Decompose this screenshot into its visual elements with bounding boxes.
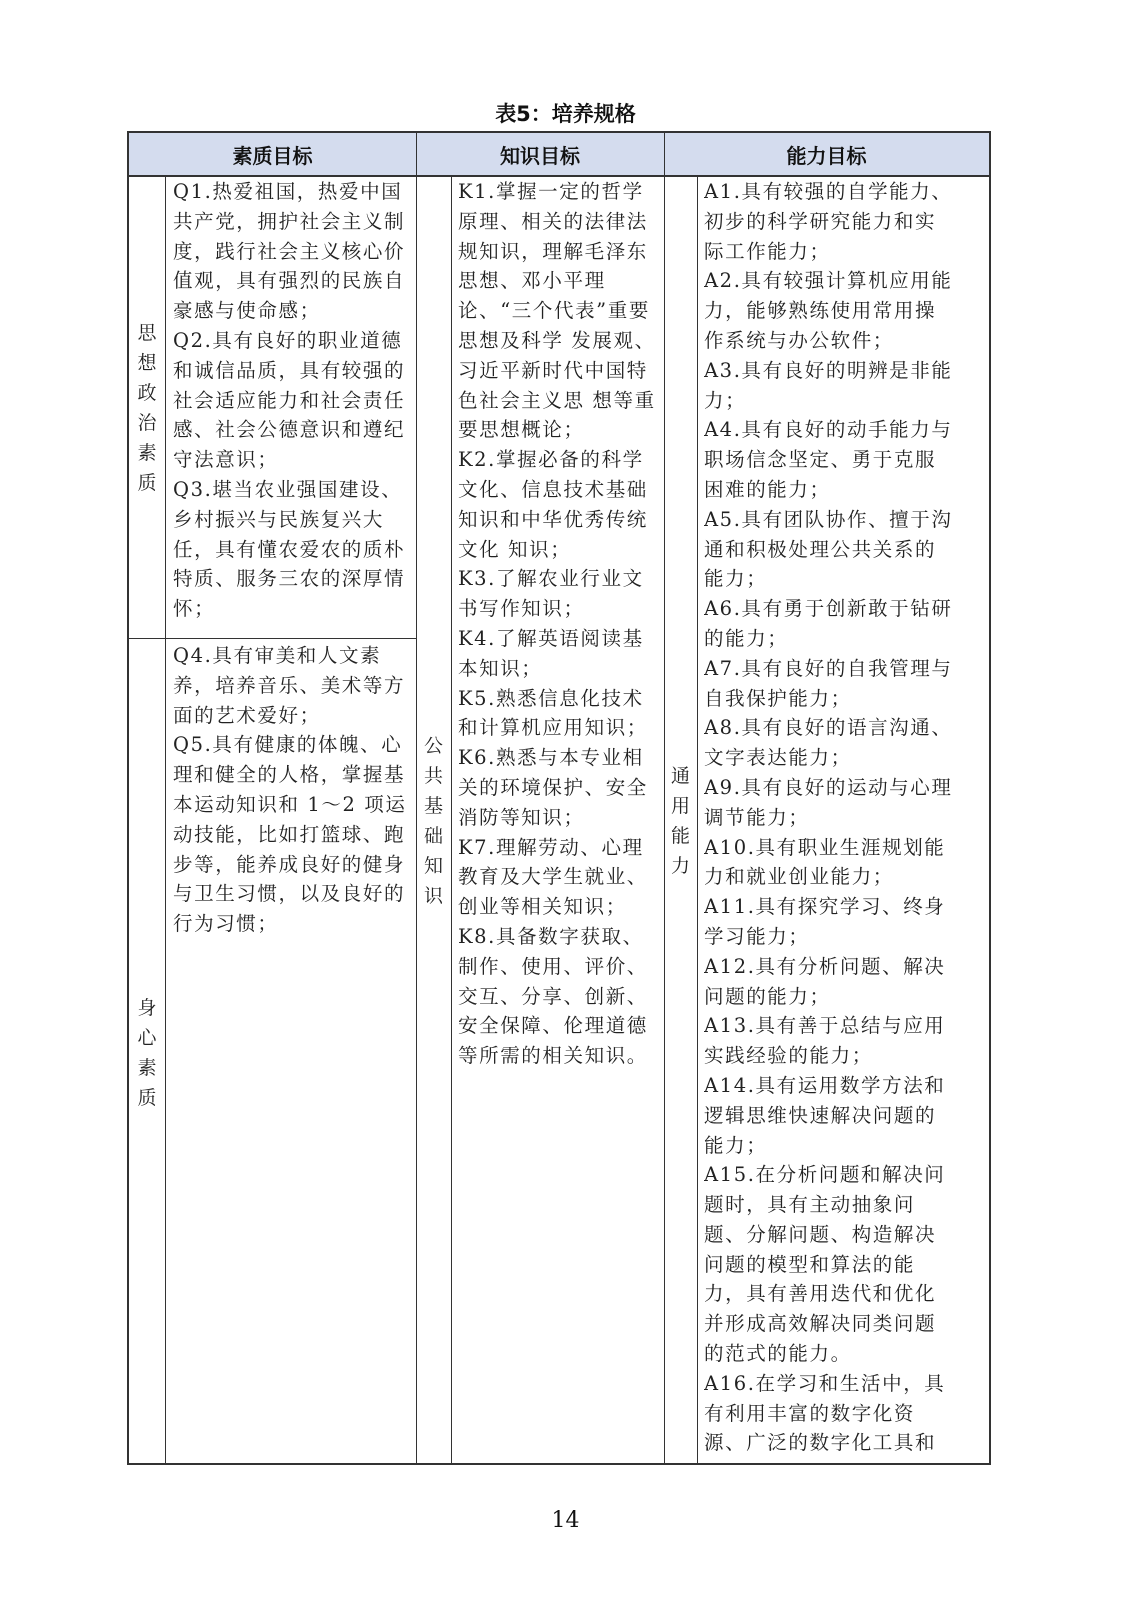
quality-group-physical-content bbox=[173, 641, 411, 1463]
ability-content bbox=[704, 177, 954, 1463]
list-item: A16.在学习和生活中，具有利用丰富的数字化资源、广泛的数字化工具和 bbox=[704, 1371, 946, 1455]
list-item: K6.熟悉与本专业相关的环境保护、安全消防等知识； bbox=[458, 746, 648, 829]
header-knowledge: 知识目标 bbox=[416, 133, 664, 177]
quality-group-political-content bbox=[173, 177, 411, 638]
training-spec-table bbox=[127, 131, 991, 1465]
list-item: A2.具有较强计算机应用能力，能够熟练使用常用操作系统与办公软件； bbox=[704, 269, 953, 352]
ability-group-label: 通用能力 bbox=[670, 765, 690, 877]
list-item: A1.具有较强的自学能力、初步的科学研究能力和实际工作能力； bbox=[704, 180, 953, 263]
list-item: A8.具有良好的语言沟通、文字表达能力； bbox=[704, 716, 953, 770]
list-item: A10.具有职业生涯规划能力和就业创业能力； bbox=[704, 835, 946, 889]
list-item: Q2.具有良好的职业道德和诚信品质，具有较强的社会适应能力和社会责任感、社会公德意识和遵纪守法意识； bbox=[173, 328, 406, 472]
col-divider bbox=[451, 175, 452, 1463]
table-caption: 表5：培养规格 bbox=[495, 102, 636, 126]
header-quality: 素质目标 bbox=[129, 133, 416, 177]
quality-group-label-political: 思想政治素质 bbox=[137, 321, 157, 494]
quality-group-label-physical: 身心素质 bbox=[137, 996, 157, 1109]
list-item: K7.理解劳动、心理教育及大学生就业、创业等相关知识； bbox=[458, 835, 648, 919]
list-item: Q4.具有审美和人文素养，培养音乐、美术等方面的艺术爱好； bbox=[173, 644, 406, 727]
header-ability: 能力目标 bbox=[664, 133, 989, 177]
list-item: K3.了解农业行业文书写作知识； bbox=[458, 567, 644, 621]
list-item: Q1.热爱祖国，热爱中国共产党，拥护社会主义制度，践行社会主义核心价值观，具有强烈的民族自豪感与使命感； bbox=[173, 180, 406, 323]
knowledge-content bbox=[458, 177, 660, 1465]
list-item: K5.熟悉信息化技术和计算机应用知识； bbox=[458, 686, 648, 740]
list-item: A6.具有勇于创新敢于钻研的能力； bbox=[704, 597, 953, 650]
list-item: A7.具有良好的自我管理与自我保护能力； bbox=[704, 656, 953, 710]
list-item: A15.在分析问题和解决问题时，具有主动抽象问题、分解问题、构造解决问题的模型和算法的能力，具有善用迭代和优化并形成高效解决同类问题的范式的能力。 bbox=[704, 1163, 946, 1366]
col-divider bbox=[165, 175, 166, 1463]
list-item: K4.了解英语阅读基本知识； bbox=[458, 626, 644, 680]
row-divider bbox=[129, 638, 416, 639]
list-item: A14.具有运用数学方法和逻辑思维快速解决问题的能力； bbox=[704, 1073, 946, 1157]
list-item: A9.具有良好的运动与心理调节能力； bbox=[704, 775, 953, 829]
list-item: A13.具有善于总结与应用实践经验的能力； bbox=[704, 1014, 946, 1068]
list-item: A3.具有良好的明辨是非能力； bbox=[704, 358, 953, 412]
list-item: K2.掌握必备的科学文化、信息技术基础知识和中华优秀传统文化 知识； bbox=[458, 448, 648, 561]
list-item: Q5.具有健康的体魄、心理和健全的人格，掌握基本运动知识和 1～2 项运动技能，比如打篮球、跑步等，能养成良好的健身与卫生习惯，以及良好的行为习惯； bbox=[173, 733, 407, 936]
list-item: A11.具有探究学习、终身学习能力； bbox=[704, 895, 946, 948]
list-item: Q3.堪当农业强国建设、乡村振兴与民族复兴大任，具有懂农爱农的质朴特质、服务三农的深厚情怀； bbox=[173, 477, 406, 621]
list-item: K8.具备数字获取、制作、使用、评价、交互、分享、创新、安全保障、伦理道德等所需的相关知识。 bbox=[458, 924, 648, 1068]
list-item: A5.具有团队协作、擅于沟通和积极处理公共关系的能力； bbox=[704, 507, 953, 591]
knowledge-group-label: 公共基础知识 bbox=[423, 735, 443, 907]
col-divider bbox=[697, 175, 698, 1463]
list-item: A12.具有分析问题、解决问题的能力； bbox=[704, 954, 946, 1008]
page-number: 14 bbox=[551, 1508, 580, 1533]
list-item: K1.掌握一定的哲学原理、相关的法律法规知识，理解毛泽东思想、邓小平理论、“三个代表”重要思想及科学 发展观、习近平新时代中国特色社会主义思 想等重要思想概论； bbox=[458, 180, 656, 442]
list-item: A4.具有良好的动手能力与职场信念坚定、勇于克服困难的能力； bbox=[704, 418, 953, 501]
